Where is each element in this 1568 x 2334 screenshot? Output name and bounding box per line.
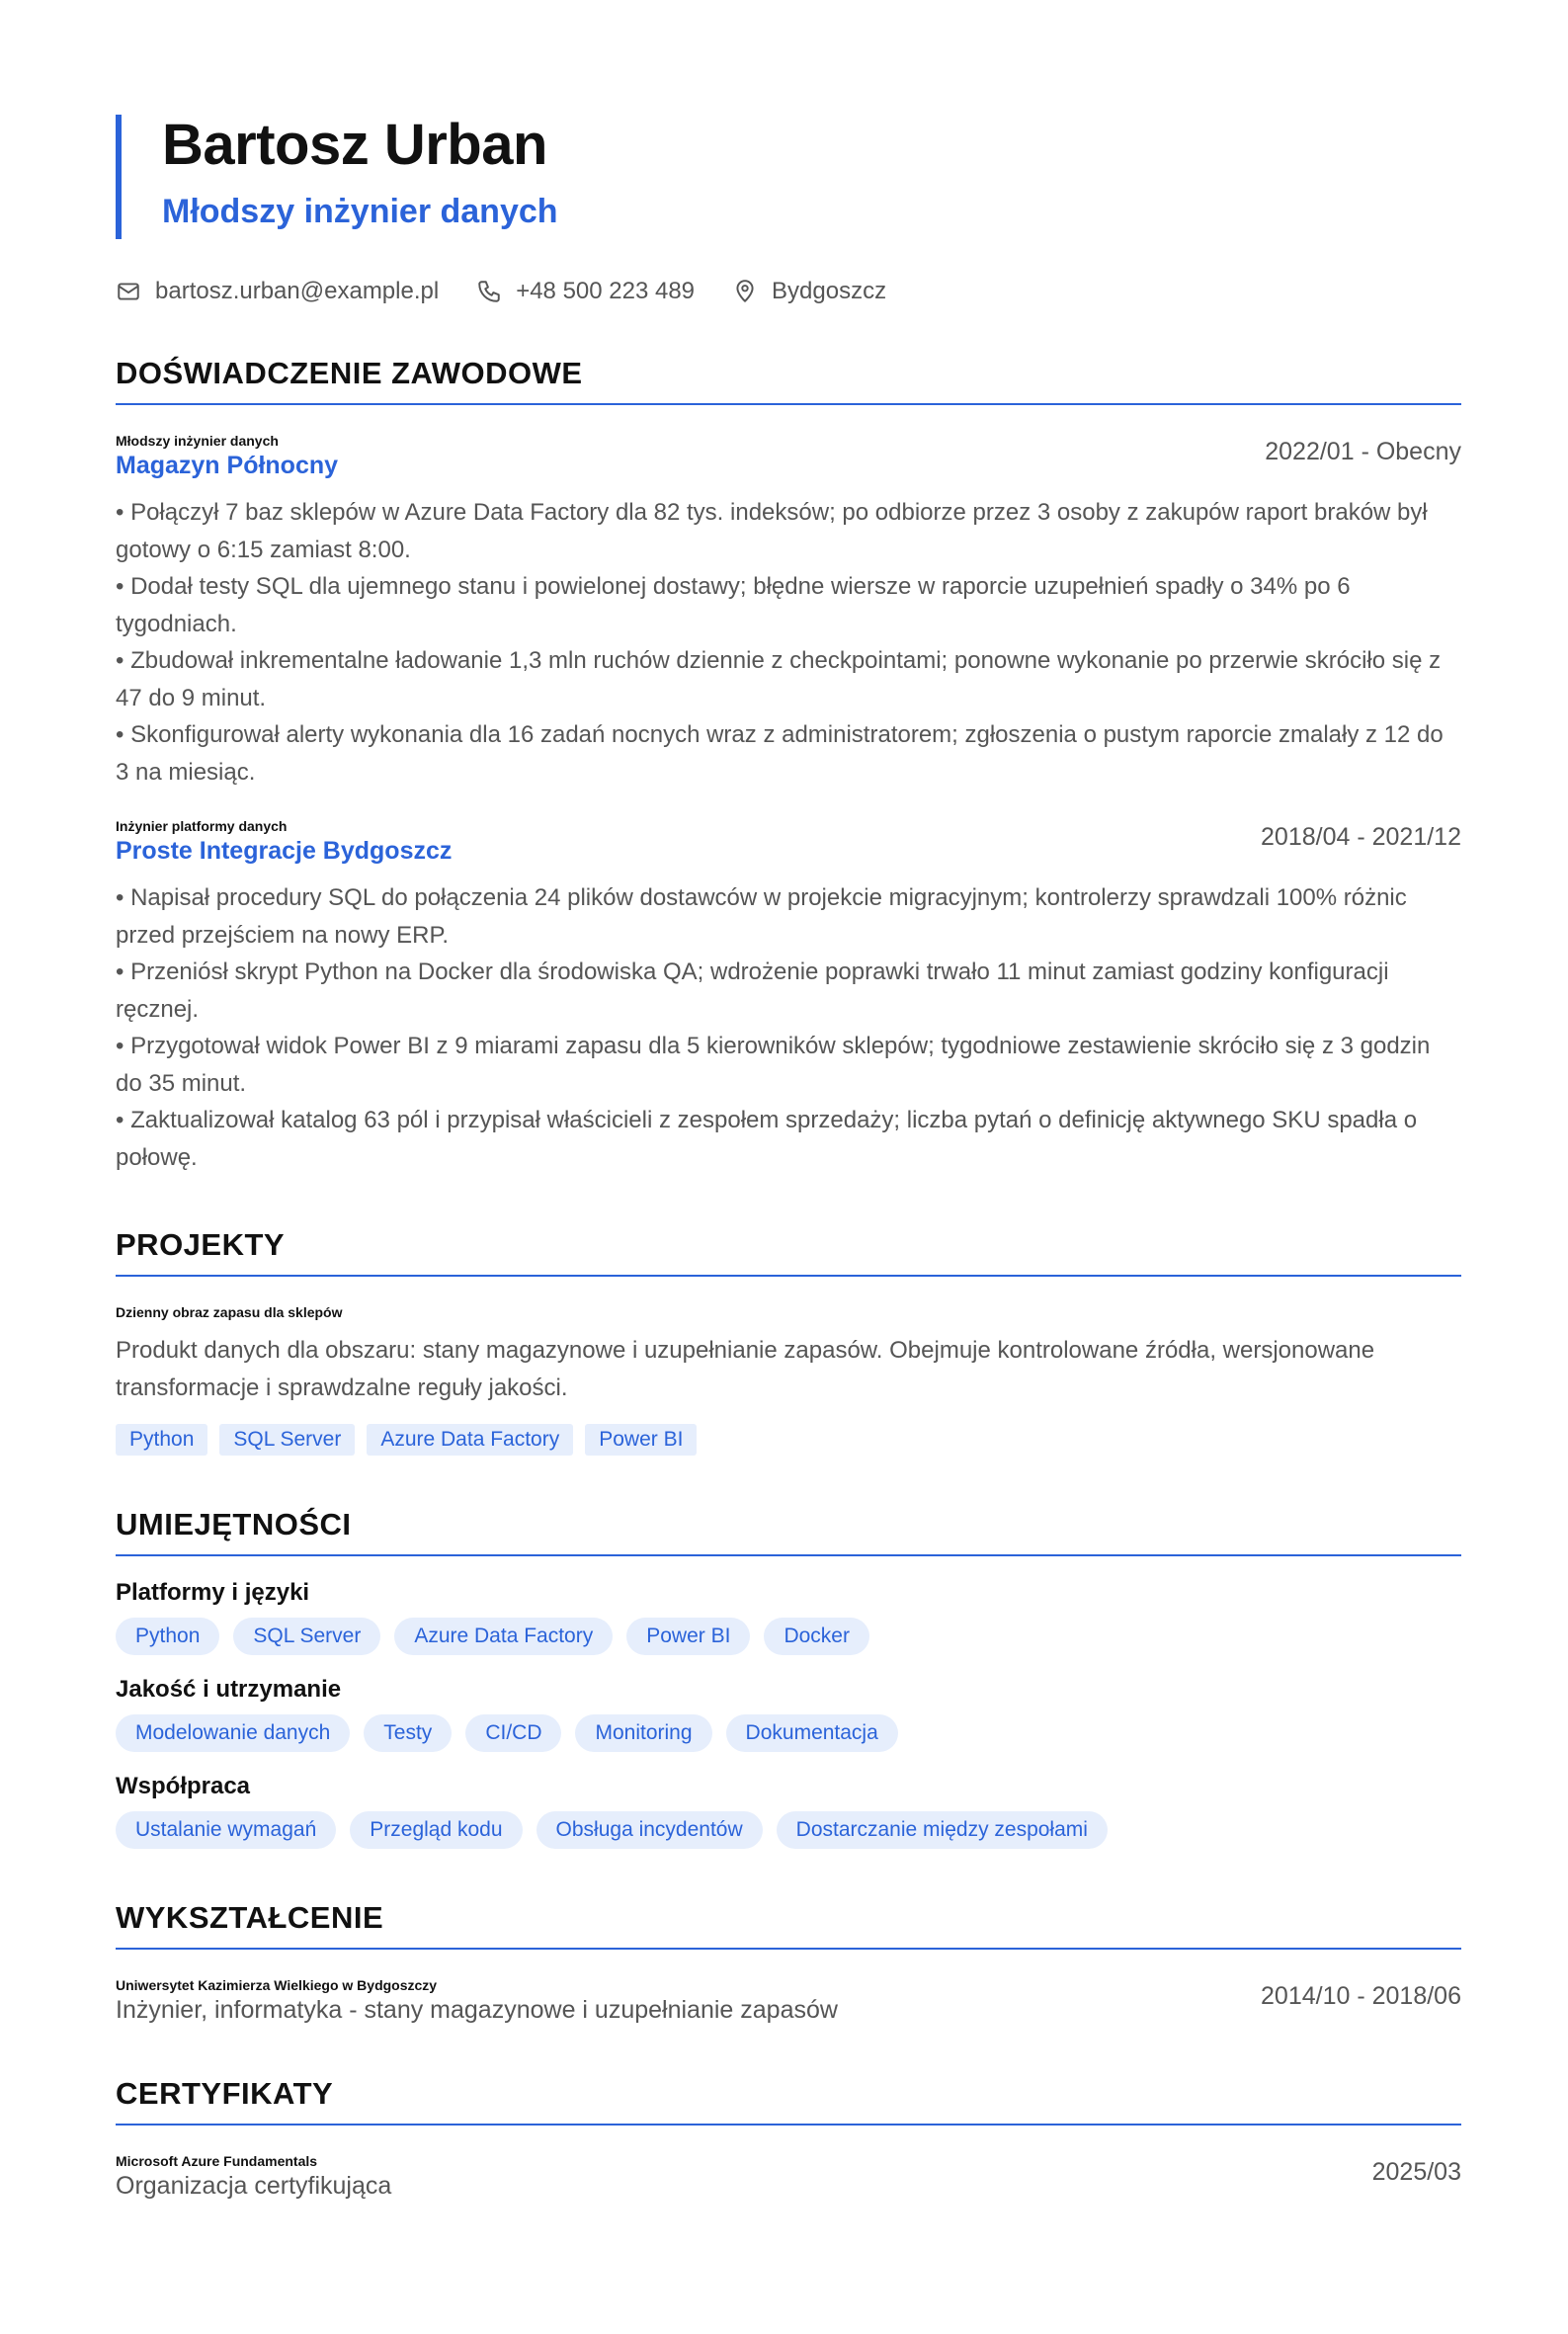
education-dates: 2014/10 - 2018/06	[1261, 1982, 1461, 2010]
candidate-name: Bartosz Urban	[162, 113, 547, 177]
project-entry	[116, 1304, 1461, 1456]
skill-pill: CI/CD	[465, 1714, 561, 1752]
skill-pill: Przegląd kodu	[350, 1811, 522, 1849]
job-role: Młodszy inżynier danych	[116, 433, 279, 449]
contact-phone[interactable]	[476, 278, 695, 305]
skill-category-title: Jakość i utrzymanie	[116, 1676, 342, 1703]
bullet-item: • Dodał testy SQL dla ujemnego stanu i powielonej dostawy; błędne wiersze w raporcie uzupełnień spadły o 34% po 6 tygodniach.	[116, 568, 1461, 642]
skill-pills	[116, 1714, 1461, 1752]
bullet-item: • Połączył 7 baz sklepów w Azure Data Factory dla 82 tys. indeksów; po odbiorze przez 3 osoby z zakupów raport braków był gotowy o 6:15 zamiast 8:00.	[116, 494, 1461, 568]
degree-name: Inżynier, informatyka - stany magazynowe i uzupełnianie zapasów	[116, 1996, 838, 2024]
contact-email[interactable]	[116, 278, 439, 305]
project-tag: Power BI	[585, 1424, 697, 1456]
skill-pill: Docker	[764, 1618, 869, 1655]
location-pin-icon	[732, 279, 758, 304]
school-name: Uniwersytet Kazimierza Wielkiego w Bydgoszczy	[116, 1977, 438, 1993]
bullet-item: • Zaktualizował katalog 63 pól i przypisał właścicieli z zespołem sprzedaży; liczba pytań o definicję aktywnego SKU spadła o połowę.	[116, 1102, 1461, 1176]
candidate-role: Młodszy inżynier danych	[162, 193, 558, 230]
bullet-item: • Przygotował widok Power BI z 9 miarami zapasu dla 5 kierowników sklepów; tygodniowe zestawienie skróciło się z 3 godzin do 35 minut.	[116, 1028, 1461, 1102]
education-entry	[116, 1977, 1461, 2025]
project-tag: SQL Server	[219, 1424, 355, 1456]
skill-pill: Azure Data Factory	[394, 1618, 613, 1655]
project-tags	[116, 1424, 1461, 1456]
job-bullets	[116, 494, 1461, 791]
experience-entry	[116, 818, 1461, 1176]
skill-category-title: Platformy i języki	[116, 1579, 310, 1606]
project-name: Dzienny obraz zapasu dla sklepów	[116, 1304, 343, 1320]
bullet-item: • Napisał procedury SQL do połączenia 24 plików dostawców w projekcie migracyjnym; kontrolerzy sprawdzali 100% różnic przed przejściem na nowy ERP.	[116, 879, 1461, 954]
bullet-item: • Przeniósł skrypt Python na Docker dla środowiska QA; wdrożenie poprawki trwało 11 minut zamiast godziny konfiguracji ręcznej.	[116, 954, 1461, 1028]
project-tag: Azure Data Factory	[367, 1424, 573, 1456]
skill-pill: Power BI	[626, 1618, 750, 1655]
section-title-experience: DOŚWIADCZENIE ZAWODOWE	[116, 356, 1461, 405]
certificate-date: 2025/03	[1371, 2158, 1461, 2186]
bullet-item: • Skonfigurował alerty wykonania dla 16 zadań nocnych wraz z administratorem; zgłoszenia o pustym raporcie zmalały z 12 do 3 na miesiąc.	[116, 716, 1461, 791]
job-bullets	[116, 879, 1461, 1176]
section-title-projects: PROJEKTY	[116, 1227, 1461, 1277]
section-title-education: WYKSZTAŁCENIE	[116, 1900, 1461, 1950]
skill-pill: Monitoring	[575, 1714, 711, 1752]
certificate-name: Microsoft Azure Fundamentals	[116, 2153, 318, 2169]
skill-pills	[116, 1618, 1461, 1655]
certificate-entry	[116, 2153, 1461, 2201]
phone-text: +48 500 223 489	[516, 278, 696, 304]
skill-pill: Dostarczanie między zespołami	[777, 1811, 1108, 1849]
phone-icon	[476, 279, 502, 304]
skill-pill: Python	[116, 1618, 219, 1655]
job-dates: 2022/01 - Obecny	[1265, 438, 1461, 465]
project-description: Produkt danych dla obszaru: stany magazynowe i uzupełnianie zapasów. Obejmuje kontrolowane źródła, wersjonowane transformacje i sprawdzalne reguły jakości.	[116, 1337, 1375, 1401]
skill-pill: Testy	[364, 1714, 452, 1752]
skill-pill: Dokumentacja	[726, 1714, 898, 1752]
skill-pill: SQL Server	[233, 1618, 380, 1655]
location-text: Bydgoszcz	[772, 278, 887, 304]
certificate-issuer: Organizacja certyfikująca	[116, 2172, 392, 2200]
mail-icon	[116, 279, 141, 304]
skill-pills	[116, 1811, 1461, 1849]
skill-pill: Ustalanie wymagań	[116, 1811, 336, 1849]
job-company: Proste Integracje Bydgoszcz	[116, 837, 453, 865]
contact-bar	[116, 275, 1461, 308]
bullet-item: • Zbudował inkrementalne ładowanie 1,3 mln ruchów dziennie z checkpointami; ponowne wykonanie po przerwie skróciło się z 47 do 9 minut.	[116, 642, 1461, 716]
job-company: Magazyn Północny	[116, 452, 339, 479]
resume-header	[116, 115, 1461, 239]
resume-page	[0, 115, 1568, 2334]
section-title-skills: UMIEJĘTNOŚCI	[116, 1507, 1461, 1556]
skill-category-title: Współpraca	[116, 1773, 251, 1799]
contact-location	[732, 278, 886, 305]
skill-pill: Modelowanie danych	[116, 1714, 350, 1752]
experience-entry	[116, 433, 1461, 791]
job-dates: 2018/04 - 2021/12	[1261, 823, 1461, 851]
email-text: bartosz.urban@example.pl	[155, 278, 440, 304]
skill-pill: Obsługa incydentów	[536, 1811, 763, 1849]
section-title-certificates: CERTYFIKATY	[116, 2076, 1461, 2126]
project-tag: Python	[116, 1424, 207, 1456]
job-role: Inżynier platformy danych	[116, 818, 288, 834]
